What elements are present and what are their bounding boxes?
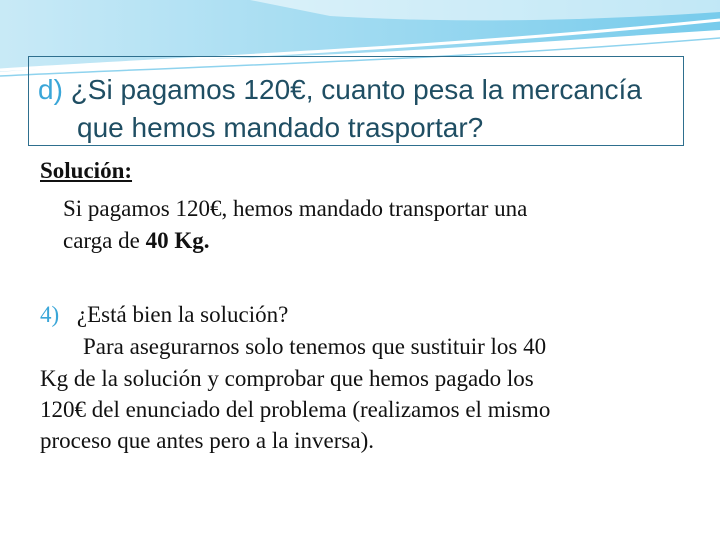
check-question: ¿Está bien la solución? <box>76 302 289 327</box>
check-line-4: proceso que antes pero a la inversa). <box>40 428 374 453</box>
solution-line-2 <box>63 228 209 254</box>
check-question-line <box>40 302 288 328</box>
solution-line-1: Si pagamos 120€, hemos mandado transportar una <box>63 196 528 221</box>
solution-line-2-prefix: carga de <box>63 228 146 253</box>
title-line-1 <box>38 74 642 106</box>
check-line-1: Para asegurarnos solo tenemos que sustituir los 40 <box>83 334 547 359</box>
title-text-1: ¿Si pagamos 120€, cuanto pesa la mercancía <box>70 74 642 105</box>
check-line-2: Kg de la solución y comprobar que hemos pagado los <box>40 366 534 391</box>
check-line-3: 120€ del enunciado del problema (realizamos el mismo <box>40 397 551 422</box>
title-marker: d) <box>38 74 63 105</box>
title-line-2: que hemos mandado trasportar? <box>77 112 484 143</box>
check-marker: 4) <box>40 302 60 327</box>
solution-heading: Solución: <box>40 158 133 183</box>
solution-answer: 40 Kg. <box>145 228 210 253</box>
